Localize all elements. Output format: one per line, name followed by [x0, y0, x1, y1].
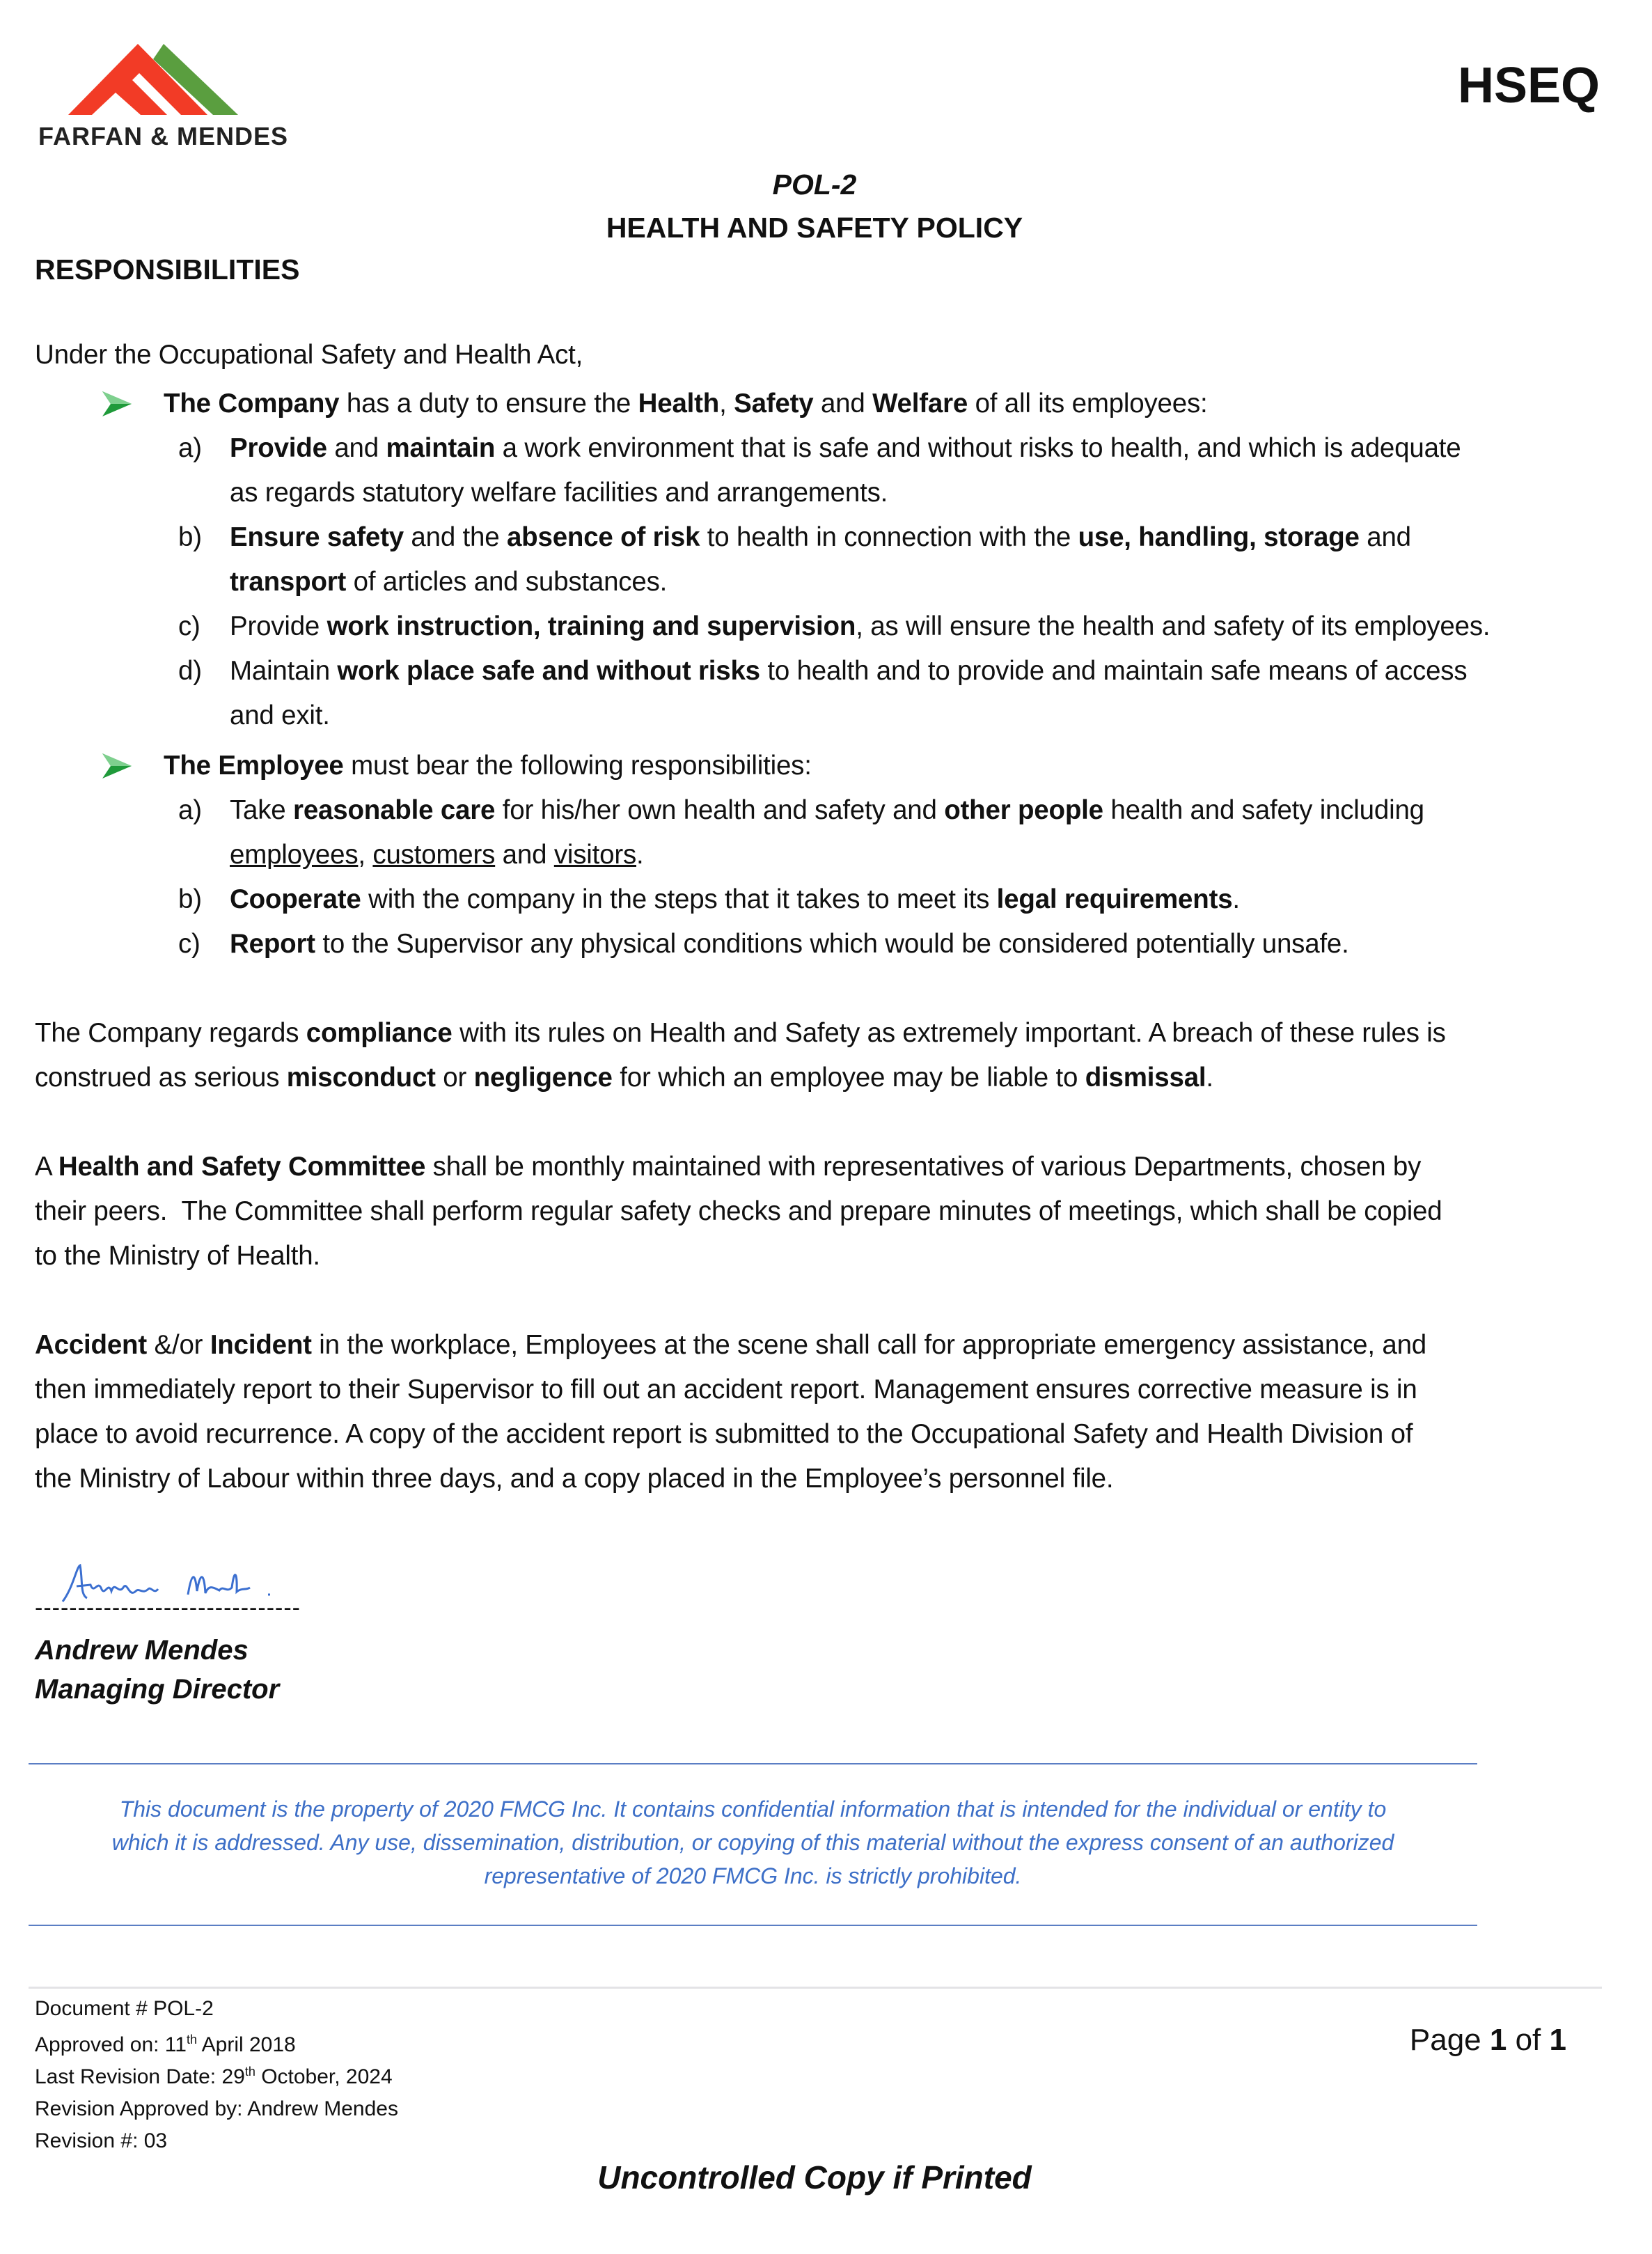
- underlined-text: employees: [230, 840, 359, 870]
- list-item-label: a): [178, 433, 202, 463]
- text-run: with the company in the steps that it takes to meet its: [361, 884, 997, 914]
- paragraph-line: [35, 1412, 1413, 1457]
- revision-number: Revision #: 03: [35, 2129, 168, 2152]
- paragraph-line: [35, 1457, 1113, 1501]
- disclaimer-line: which it is addressed. Any use, dissemination, distribution, or copying of this material without the express consent of an authorized: [111, 1830, 1394, 1855]
- emphasis-text: work place safe and without risks: [337, 656, 760, 686]
- text-run: A: [35, 1152, 58, 1182]
- list-item-label: d): [178, 656, 202, 686]
- text-run: then immediately report to their Supervisor to fill out an accident report. Management ensures corrective measure is in: [35, 1375, 1417, 1404]
- page-indicator: Page 1 of 1: [1409, 2023, 1566, 2057]
- list-item-label: b): [178, 884, 202, 914]
- emphasis-text: misconduct: [286, 1063, 436, 1093]
- list-item-text: [230, 649, 1467, 694]
- text-run: of all its employees:: [968, 389, 1208, 418]
- text-run: for which an employee may be liable to: [612, 1063, 1085, 1093]
- text-run: Maintain: [230, 656, 338, 686]
- logo-mark-icon: [35, 38, 299, 122]
- text-run: shall be monthly maintained with representatives of various Departments, chosen by: [425, 1152, 1422, 1182]
- approved-on: Approved on: 11th April 2018: [35, 2033, 296, 2056]
- divider: [29, 1925, 1477, 1926]
- emphasis-text: use, handling, storage: [1078, 522, 1360, 552]
- uncontrolled-copy-notice: Uncontrolled Copy if Printed: [597, 2159, 1032, 2196]
- page-title: HEALTH AND SAFETY POLICY: [606, 212, 1023, 244]
- emphasis-text: Welfare: [872, 389, 968, 418]
- text-run: and: [1359, 522, 1411, 552]
- text-run: to health and to provide and maintain safe means of access: [760, 656, 1468, 686]
- text-run: &/or: [147, 1330, 210, 1360]
- emphasis-text: Accident: [35, 1330, 147, 1360]
- document-meta: [35, 1993, 398, 2157]
- text-run: and the: [403, 522, 507, 552]
- text-run: has a duty to ensure the: [339, 389, 638, 418]
- text-run: of articles and substances.: [346, 567, 668, 597]
- list-item-text: [230, 694, 330, 738]
- text-run: .: [636, 840, 644, 870]
- text-run: must bear the following responsibilities:: [343, 751, 812, 781]
- confidentiality-disclaimer: [29, 1792, 1477, 1893]
- emphasis-text: Cooperate: [230, 884, 361, 914]
- disclaimer-line: This document is the property of 2020 FMCG Inc. It contains confidential information that is intended for the individual or entity to: [119, 1797, 1387, 1822]
- text-run: .: [1232, 884, 1240, 914]
- list-item-text: [230, 788, 1424, 833]
- list-item-text: [230, 604, 1490, 649]
- text-run: the Ministry of Labour within three days, and a copy placed in the Employee’s personnel file.: [35, 1464, 1114, 1494]
- list-item-text: [230, 515, 1411, 560]
- emphasis-text: Report: [230, 929, 315, 959]
- logo-text: FARFAN & MENDES: [38, 122, 289, 150]
- underlined-text: visitors: [553, 840, 636, 870]
- list-item-label: c): [178, 611, 200, 641]
- emphasis-text: other people: [944, 795, 1103, 825]
- emphasis-text: Safety: [734, 389, 814, 418]
- list-item-text: [230, 877, 1240, 922]
- emphasis-text: Health and Safety Committee: [58, 1152, 426, 1182]
- emphasis-text: absence of risk: [506, 522, 700, 552]
- emphasis-text: Provide: [230, 433, 327, 463]
- emphasis-text: legal requirements: [996, 884, 1233, 914]
- text-run: and: [327, 433, 386, 463]
- text-run: with its rules on Health and Safety as extremely important. A breach of these rules is: [452, 1018, 1446, 1048]
- emphasis-text: reasonable care: [293, 795, 496, 825]
- divider: [29, 1763, 1477, 1764]
- text-run: and: [813, 389, 873, 418]
- signatory-role: Managing Director: [35, 1674, 280, 1705]
- emphasis-text: transport: [230, 567, 347, 597]
- list-item-text: [164, 744, 812, 788]
- last-revision-date: Last Revision Date: 29th October, 2024: [35, 2065, 393, 2088]
- list-item-text: [230, 922, 1349, 966]
- paragraph-line: [35, 1189, 1442, 1234]
- signatory-name: Andrew Mendes: [35, 1635, 249, 1666]
- text-run: Provide: [230, 611, 327, 641]
- text-run: The Company regards: [35, 1018, 306, 1048]
- text-run: .: [1206, 1063, 1213, 1093]
- text-run: to the Ministry of Health.: [35, 1241, 320, 1271]
- list-item-text: [164, 382, 1208, 426]
- signature-line: -------------------------------: [35, 1595, 301, 1621]
- paragraph-line: [35, 1011, 1446, 1056]
- paragraph-line: [35, 1323, 1426, 1368]
- paragraph-line: [35, 1368, 1417, 1412]
- list-item-label: c): [178, 929, 200, 959]
- document-number: Document # POL-2: [35, 1997, 214, 2020]
- underlined-text: customers: [372, 840, 496, 870]
- list-item-label: a): [178, 795, 202, 825]
- text-run: to the Supervisor any physical conditions which would be considered potentially unsafe.: [315, 929, 1349, 959]
- policy-code: POL-2: [772, 169, 857, 201]
- paragraph-line: [35, 1145, 1421, 1189]
- emphasis-text: work instruction, training and supervision: [327, 611, 856, 641]
- emphasis-text: negligence: [473, 1063, 613, 1093]
- arrow-bullet-icon: [101, 749, 133, 777]
- text-run: or: [435, 1063, 474, 1093]
- revision-approved-by: Revision Approved by: Andrew Mendes: [35, 2097, 398, 2120]
- paragraph-line: [35, 1234, 320, 1278]
- arrow-bullet-icon: [101, 387, 133, 415]
- text-run: and: [495, 840, 554, 870]
- intro-text: Under the Occupational Safety and Health Act,: [35, 340, 583, 370]
- text-run: , as will ensure the health and safety of its employees.: [856, 611, 1490, 641]
- emphasis-text: The Company: [164, 389, 340, 418]
- text-run: ,: [719, 389, 734, 418]
- list-item-text: [230, 471, 888, 515]
- text-run: construed as serious: [35, 1063, 287, 1093]
- text-run: Take: [230, 795, 294, 825]
- text-run: their peers. The Committee shall perform regular safety checks and prepare minutes of meetings, which shall be copied: [35, 1196, 1442, 1226]
- emphasis-text: Incident: [210, 1330, 312, 1360]
- emphasis-text: compliance: [306, 1018, 453, 1048]
- text-run: to health in connection with the: [700, 522, 1078, 552]
- text-run: in the workplace, Employees at the scene shall call for appropriate emergency assistance, and: [311, 1330, 1427, 1360]
- text-run: for his/her own health and safety and: [495, 795, 945, 825]
- text-run: ,: [358, 840, 373, 870]
- text-run: as regards statutory welfare facilities and arrangements.: [230, 478, 888, 508]
- text-run: and exit.: [230, 701, 330, 730]
- emphasis-text: Ensure safety: [230, 522, 404, 552]
- list-item-text: [230, 560, 667, 604]
- emphasis-text: dismissal: [1085, 1063, 1206, 1093]
- list-item-text: [230, 833, 644, 877]
- paragraph-line: [35, 1056, 1213, 1100]
- emphasis-text: Health: [638, 389, 720, 418]
- text-run: place to avoid recurrence. A copy of the accident report is submitted to the Occupational Safety and Health Division of: [35, 1419, 1413, 1449]
- footer-divider: [29, 1987, 1602, 1989]
- emphasis-text: maintain: [386, 433, 496, 463]
- emphasis-text: The Employee: [164, 751, 344, 781]
- text-run: a work environment that is safe and without risks to health, and which is adequate: [495, 433, 1461, 463]
- company-logo: [35, 38, 299, 157]
- list-item-text: [230, 426, 1461, 471]
- list-item-label: b): [178, 522, 202, 552]
- disclaimer-line: representative of 2020 FMCG Inc. is strictly prohibited.: [484, 1863, 1022, 1888]
- section-heading: RESPONSIBILITIES: [35, 253, 300, 285]
- hseq-label: HSEQ: [1457, 58, 1600, 114]
- text-run: health and safety including: [1103, 795, 1424, 825]
